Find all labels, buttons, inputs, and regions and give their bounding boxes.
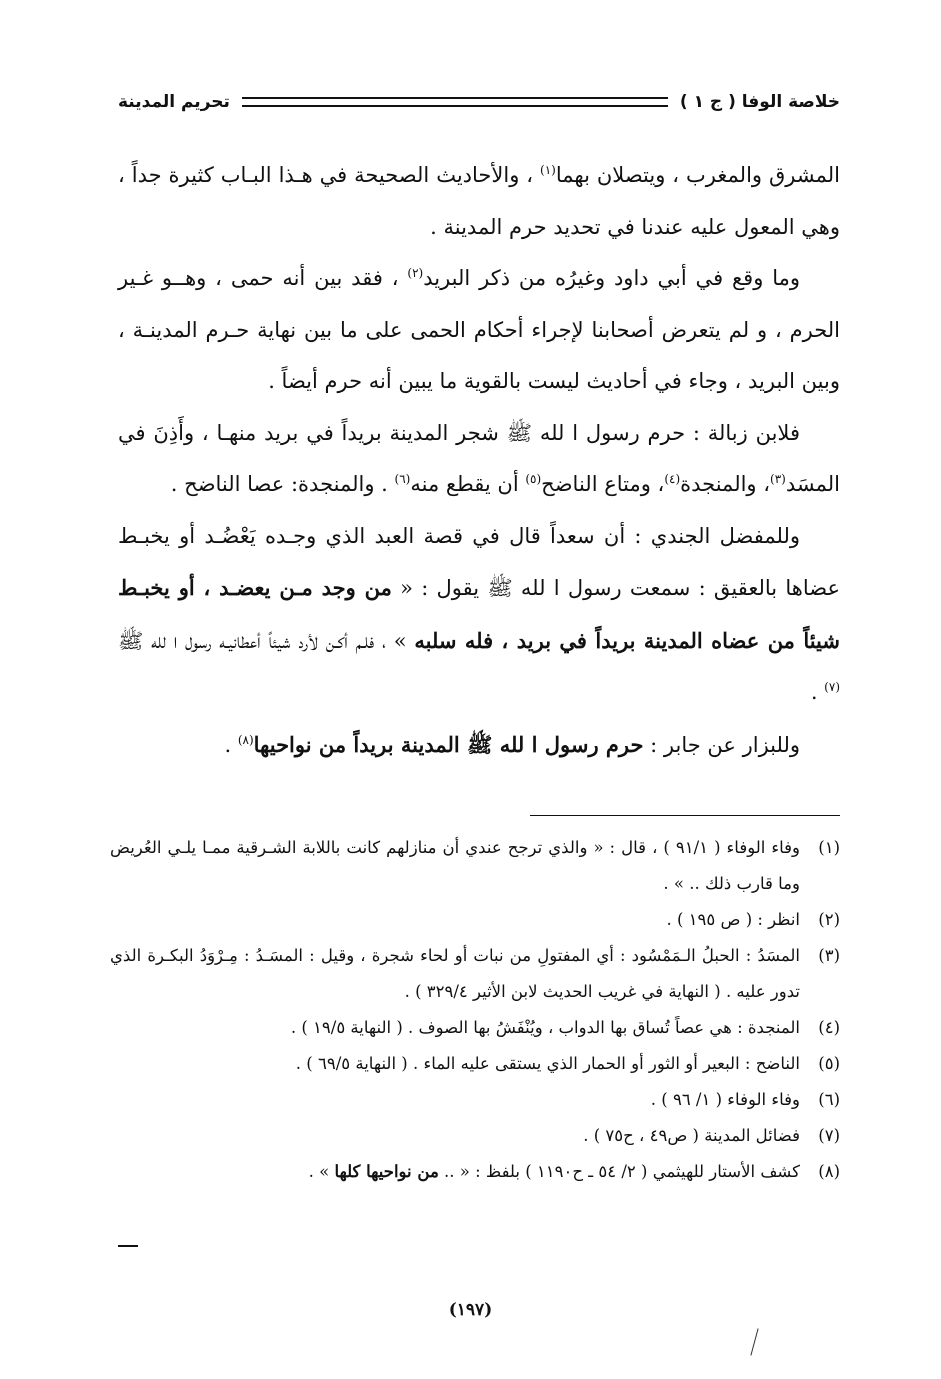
continuation-dash — [118, 1245, 138, 1247]
footnote-ref: (٨) — [237, 732, 254, 747]
footnote-1: (١) وفاء الوفاء ( ٩١/١ ) ، قال : « والذي ترجح عندي أن منازلهم كانت باللابة الشـرقية ممـا يلـي العُريض وما قارب ذلك .. » . — [110, 838, 840, 893]
paragraph-5: وللبزار عن جابر : حرم رسول ا لله ﷺ المدينة بريداً من نواحيها$^{(٨)}$ . — [224, 731, 800, 757]
paragraph-3: فلابن زبالة : حرم رسول ا لله ﷺ شجر المدينة بريداً في بريد منهـا ، وأَذِنَ في المسَد$^{(٣)}$، والمنجدة$^{(٤)}$، ومتاع الناضح$^{(٥)}$ أن يقطع منه$^{(٦)}$ . والمنجدة: عصا الناضح . — [118, 420, 840, 496]
footnote-6: (٦) وفاء الوفاء ( ١/ ٩٦ ) . — [650, 1090, 840, 1109]
paragraph-2: وما وقع في أبي داود وغيرُه من ذكر البريد$^{(٢)}$ ، فقد بين أنه حمى ، وهــو غـير الحرم ، و لم يتعرض أصحابنا لإجراء أحكام الحمى على ما بين نهاية حـرم المدينـة ، وبين البريد ، وجاء في أحاديث ليست بالقوية ما يبين أنه حرم أيضاً . — [118, 266, 840, 393]
footnote-3: (٣) المسَدُ : الحبلُ الـمَمْسُود : أي المفتولِ من نبات أو لحاء شجرة ، وقيل : المسَـدُ : مِـرْوَدُ البكـرة الذي تدور عليه . ( النهاية في غريب الحديث لابن الأثير ٣٢٩/٤ ) . — [110, 946, 840, 1001]
footnote-8: (٨) كشف الأستار للهيثمي ( ٢/ ٥٤ ـ ح١١٩٠ ) بلفظ : « .. من نواحيها كلها » . — [308, 1162, 840, 1181]
footnote-ref: (١) — [540, 163, 556, 177]
footnote-2: (٢) انظر : ( ص ١٩٥ ) . — [666, 910, 840, 929]
footnote-7: (٧) فضائل المدينة ( ص٤٩ ، ح٧٥ ) . — [583, 1126, 840, 1145]
main-text — [118, 150, 840, 771]
footnote-ref: (٣) — [770, 472, 786, 486]
footnote-ref: (٤) — [664, 472, 681, 486]
footnote-5: (٥) الناضح : البعير أو الثور أو الحمار الذي يستقى عليه الماء . ( النهاية ٦٩/٥ ) . — [295, 1054, 840, 1073]
scan-mark — [750, 1328, 758, 1355]
header-rule — [242, 97, 668, 107]
page-number: (١٩٧) — [448, 1300, 493, 1320]
paragraph-4: وللمفضل الجندي : أن سعداً قال في قصة العبد الذي وجـده يَعْضُـد أو يخبـط عضاها بالعقيق : سمعت رسول ا لله ﷺ يقول : « من وجد مـن يعضـد ، أو يخبـط شيئاً من عضاه المدينة بريداً في بريد ، فله سلبه » ، فلـم أكـن لأرد شيئاً أعطانيـه رسول ا لله ﷺ $^{(٧)}$ . — [118, 523, 840, 704]
footnote-ref: (٢) — [407, 266, 424, 280]
hadith-quote: من وجد مـن يعضـد ، أو يخبـط شيئاً من عضاه المدينة بريداً في بريد ، فله سلبه — [118, 575, 840, 653]
footnote-ref: (٦) — [394, 472, 411, 486]
footnote-ref: (٥) — [525, 472, 542, 486]
header-book-title: خلاصة الوفا ( ج ١ ) — [679, 92, 840, 112]
running-header — [118, 88, 840, 116]
hadith-quote: حرم رسول ا لله ﷺ المدينة بريداً من نواحيها — [253, 731, 644, 757]
footnote-ref: (٧) — [824, 680, 840, 694]
footnote-4: (٤) المنجدة : هي عصاً تُساق بها الدواب ، ويُنْفَشُ بها الصوف . ( النهاية ١٩/٥ ) . — [290, 1018, 840, 1037]
footnote-separator — [530, 815, 840, 816]
paragraph-1: المشرق والمغرب ، ويتصلان بهما$^{(١)}$ ، والأحاديث الصحيحة في هـذا البـاب كثيرة جداً ، وهي المعول عليه عندنا في تحديد حرم المدينة . — [118, 163, 840, 239]
footnotes — [110, 830, 840, 1190]
header-chapter-title: تحريم المدينة — [118, 92, 230, 112]
